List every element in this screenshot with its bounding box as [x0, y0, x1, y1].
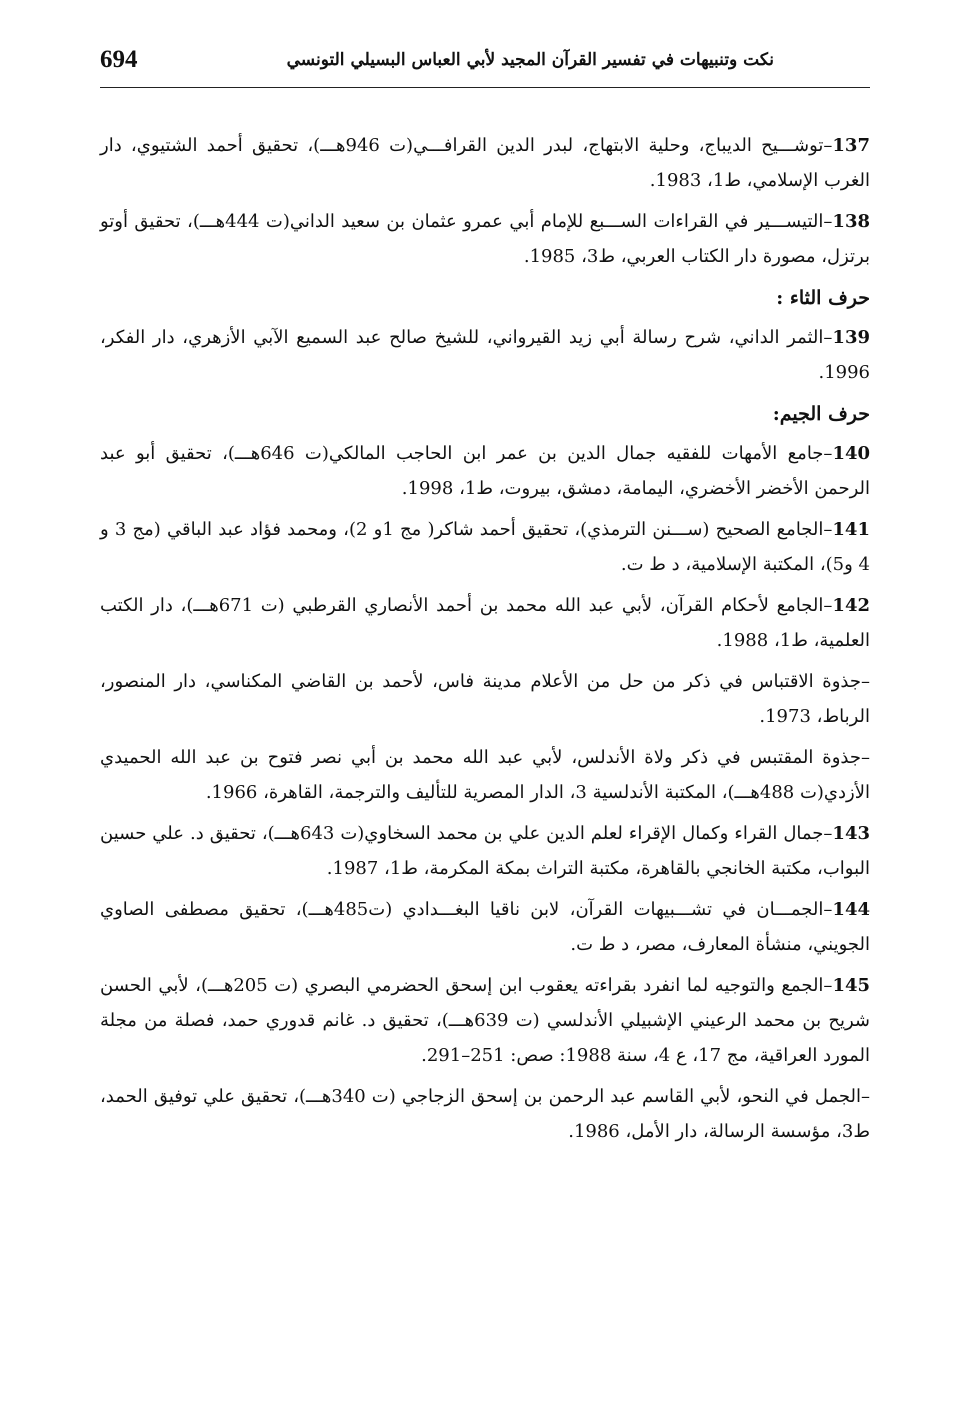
bibliography-entry — [100, 512, 870, 582]
bibliography-list — [100, 128, 870, 1155]
entry-number: 143 — [832, 823, 870, 844]
entry-number: 137 — [832, 135, 870, 156]
entry-text: –جامع الأمهات للفقيه جمال الدين بن عمر ابن الحاجب المالكي(ت 646هـــ)، تحقيق أبو عبد الرحمن الأخضر الأخضري، اليمامة، دمشق، بيروت، ط1، 1998. — [100, 443, 870, 499]
section-heading: حرف الثاء : — [776, 287, 870, 309]
bibliography-entry — [100, 204, 870, 274]
bibliography-entry — [100, 664, 870, 734]
header-rule — [100, 87, 870, 88]
running-title: نكت وتنبيهات في تفسير القرآن المجيد لأبي العباس البسيلي التونسي — [286, 50, 774, 70]
entry-text: –الثمر الداني، شرح رسالة أبي زيد القيرواني، للشيخ صالح عبد السميع الآبي الأزهري، دار الفكر، 1996. — [100, 327, 870, 383]
entry-text: –توشـــيح الديباج، وحلية الابتهاج، لبدر الدين القرافـــي(ت 946هـــ)، تحقيق أحمد الشتيوي، دار الغرب الإسلامي، ط1، 1983. — [100, 135, 870, 191]
bibliography-entry — [100, 588, 870, 658]
entry-number: 144 — [832, 899, 870, 920]
entry-text: –الجمل في النحو، لأبي القاسم عبد الرحمن بن إسحق الزجاجي (ت 340هـــ)، تحقيق علي توفيق الحمد، ط3، مؤسسة الرسالة، دار الأمل، 1986. — [100, 1086, 870, 1142]
bibliography-entry — [100, 320, 870, 390]
bibliography-entry — [100, 816, 870, 886]
entry-number: 141 — [832, 519, 870, 540]
page-number: 694 — [100, 46, 138, 73]
bibliography-entry — [100, 740, 870, 810]
page-header — [100, 44, 870, 88]
entry-text: –الجمع والتوجيه لما انفرد بقراءته يعقوب ابن إسحق الحضرمي البصري (ت 205هـــ)، لأبي الحسن شريح بن محمد الرعيني الإشبيلي الأندلسي (ت 639هـــ)، تحقيق د. غانم قدوري حمد، فصلة من مجلة المورد العراقية، مج 17، ع 4، سنة 1988: صص: 251–291. — [100, 975, 870, 1066]
bibliography-entry — [100, 892, 870, 962]
entry-text: –التيســـير في القراءات الســـبع للإمام أبي عمرو عثمان بن سعيد الداني(ت 444هـــ)، تحقيق أوتو برتزل، مصورة دار الكتاب العربي، ط3، 1985. — [100, 211, 870, 267]
entry-number: 138 — [832, 211, 870, 232]
entry-text: –جمال القراء وكمال الإقراء لعلم الدين علي بن محمد السخاوي(ت 643هـــ)، تحقيق د. علي حسين البواب، مكتبة الخانجي بالقاهرة، مكتبة التراث بمكة المكرمة، ط1، 1987. — [100, 823, 870, 879]
entry-text: –جذوة الاقتباس في ذكر من حل من الأعلام مدينة فاس، لأحمد بن القاضي المكناسي، دار المنصور، الرباط، 1973. — [100, 671, 870, 727]
entry-text: –الجامع الصحيح (ســـنن الترمذي)، تحقيق أحمد شاكر( مج 1و 2)، ومحمد فؤاد عبد الباقي (مج 3 و 4 و5)، المكتبة الإسلامية، د ط ت. — [100, 519, 870, 575]
entry-number: 140 — [832, 443, 871, 464]
entry-text: –الجامع لأحكام القرآن، لأبي عبد الله محمد بن أحمد الأنصاري القرطبي (ت 671هـــ)، دار الكتب العلمية، ط1، 1988. — [100, 595, 870, 651]
entry-text: –الجمـــان في تشـــبيهات القرآن، لابن ناقيا البغـــدادي (ت485هـــ)، تحقيق مصطفى الصاوي الجويني، منشأة المعارف، مصر، د ط ت. — [100, 899, 870, 955]
bibliography-entry — [100, 436, 870, 506]
bibliography-entry — [100, 128, 870, 198]
bibliography-entry — [100, 968, 870, 1073]
entry-number: 142 — [832, 595, 870, 616]
section-heading: حرف الجيم: — [772, 403, 870, 425]
entry-text: –جذوة المقتبس في ذكر ولاة الأندلس، لأبي عبد الله محمد بن أبي نصر فتوح بن عبد الله الحميدي الأزدي(ت 488هـــ)، المكتبة الأندلسية 3، الدار المصرية للتأليف والترجمة، القاهرة، 1966. — [100, 747, 870, 803]
entry-number: 139 — [832, 327, 870, 348]
entry-number: 145 — [832, 975, 871, 996]
bibliography-entry — [100, 1079, 870, 1149]
